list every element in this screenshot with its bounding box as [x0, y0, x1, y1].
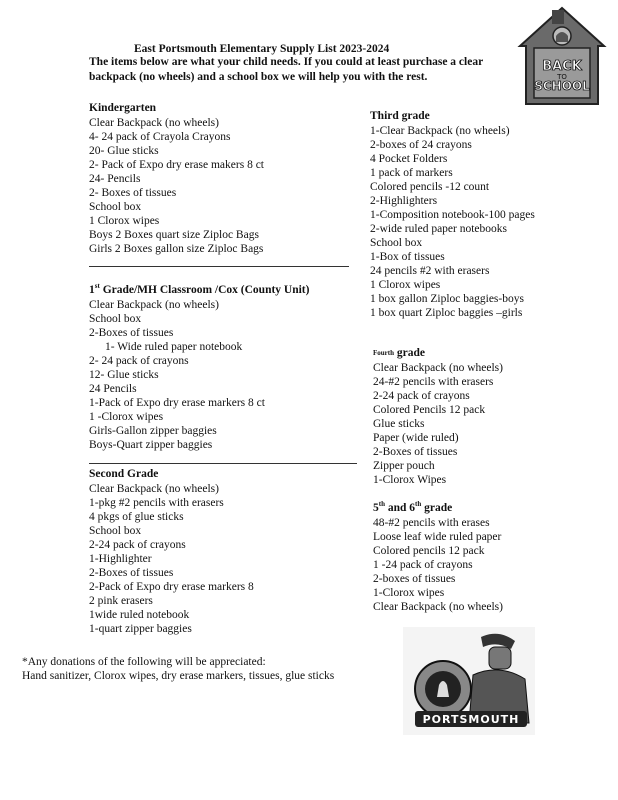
list-item: 1 Clorox wipes	[89, 215, 160, 227]
donations-line-1: *Any donations of the following will be appreciated:	[22, 656, 266, 668]
intro-line-1: The items below are what your child needs. If you could at least purchase a clear	[89, 56, 484, 68]
svg-text:TO: TO	[557, 73, 567, 81]
list-item: Clear Backpack (no wheels)	[373, 362, 503, 374]
fifth-sixth-grade-section	[373, 501, 503, 614]
portsmouth-mascot-logo	[403, 627, 535, 735]
list-item: Colored pencils -12 count	[370, 181, 490, 193]
list-item: Zipper pouch	[373, 460, 435, 472]
list-item: Colored Pencils 12 pack	[373, 404, 486, 416]
divider	[89, 266, 349, 267]
list-item: 20- Glue sticks	[89, 145, 159, 157]
list-item: 1-Pack of Expo dry erase markers 8 ct	[89, 397, 265, 409]
list-item: 1 -24 pack of crayons	[373, 559, 473, 571]
list-item: 2-Highlighters	[370, 195, 438, 207]
list-item: 2-Boxes of tissues	[89, 327, 174, 339]
list-item: 1wide ruled notebook	[89, 609, 190, 621]
list-item: 2-24 pack of crayons	[89, 539, 186, 551]
list-item: 2-Boxes of tissues	[89, 567, 174, 579]
list-item: 2-boxes of 24 crayons	[370, 139, 472, 151]
list-item: 1 Clorox wipes	[370, 279, 441, 291]
list-item: Clear Backpack (no wheels)	[89, 117, 219, 129]
list-item: 12- Glue sticks	[89, 369, 159, 381]
kindergarten-section	[89, 101, 264, 256]
list-item: 2- Boxes of tissues	[89, 187, 177, 199]
list-item: School box	[89, 201, 142, 213]
list-item: 1-Composition notebook-100 pages	[370, 209, 535, 221]
list-item: 4 Pocket Folders	[370, 153, 448, 165]
list-item: Boys 2 Boxes quart size Ziploc Bags	[89, 229, 259, 241]
list-item: Colored pencils 12 pack	[373, 545, 485, 557]
list-item: 1- Wide ruled paper notebook	[105, 341, 243, 353]
list-item: Clear Backpack (no wheels)	[373, 601, 503, 613]
list-item: School box	[370, 237, 423, 249]
list-item: 1 pack of markers	[370, 167, 453, 179]
third-grade-section	[370, 109, 535, 320]
list-item: Girls 2 Boxes gallon size Ziploc Bags	[89, 243, 264, 255]
list-item: 48-#2 pencils with erases	[373, 517, 490, 529]
list-item: 2-Pack of Expo dry erase markers 8	[89, 581, 254, 593]
list-item: 1-Clear Backpack (no wheels)	[370, 125, 510, 137]
svg-text:BACK: BACK	[542, 59, 582, 74]
list-item: Boys-Quart zipper baggies	[89, 439, 213, 451]
list-item: Clear Backpack (no wheels)	[89, 299, 219, 311]
list-item: 2-Boxes of tissues	[373, 446, 458, 458]
fourth-grade-section	[373, 346, 503, 487]
list-item: 1-quart zipper baggies	[89, 623, 192, 635]
first-grade-title: 1st Grade/MH Classroom /Cox (County Unit)	[89, 282, 310, 296]
list-item: 1 -Clorox wipes	[89, 411, 164, 423]
list-item: 2-24 pack of crayons	[373, 390, 470, 402]
list-item: 24 Pencils	[89, 383, 137, 395]
list-item: 24 pencils #2 with erasers	[370, 265, 490, 277]
fourth-grade-title: $^{Fourth}$ grade	[373, 347, 425, 359]
page-title: East Portsmouth Elementary Supply List 2023-2024	[134, 43, 390, 55]
second-grade-section	[89, 467, 254, 636]
list-item: 1 box quart Ziploc baggies –girls	[370, 307, 523, 319]
fifth-sixth-grade-title: 5th and 6th grade	[373, 500, 453, 514]
list-item: Glue sticks	[373, 418, 425, 430]
divider	[89, 463, 357, 464]
list-item: Girls-Gallon zipper baggies	[89, 425, 217, 437]
list-item: 1 box gallon Ziploc baggies-boys	[370, 293, 524, 305]
list-item: School box	[89, 313, 142, 325]
list-item: 1-pkg #2 pencils with erasers	[89, 497, 224, 509]
third-grade-title: Third grade	[370, 110, 430, 122]
list-item: Paper (wide ruled)	[373, 432, 459, 444]
list-item: 2- Pack of Expo dry erase makers 8 ct	[89, 159, 264, 171]
list-item: 24-#2 pencils with erasers	[373, 376, 494, 388]
second-grade-title: Second Grade	[89, 468, 159, 480]
list-item: 1-Clorox Wipes	[373, 474, 447, 486]
svg-text:SCHOOL: SCHOOL	[534, 79, 590, 93]
kindergarten-title: Kindergarten	[89, 102, 157, 114]
list-item: 4- 24 pack of Crayola Crayons	[89, 131, 231, 143]
list-item: 1-Box of tissues	[370, 251, 445, 263]
back-to-school-logo	[516, 6, 608, 106]
list-item: 2-wide ruled paper notebooks	[370, 223, 508, 235]
list-item: Clear Backpack (no wheels)	[89, 483, 219, 495]
list-item: 24- Pencils	[89, 173, 141, 185]
list-item: Loose leaf wide ruled paper	[373, 531, 502, 543]
list-item: 2-boxes of tissues	[373, 573, 456, 585]
list-item: 1-Highlighter	[89, 553, 152, 565]
list-item: School box	[89, 525, 142, 537]
donations-line-2: Hand sanitizer, Clorox wipes, dry erase markers, tissues, glue sticks	[22, 670, 335, 682]
first-grade-section	[89, 283, 309, 452]
list-item: 2 pink erasers	[89, 595, 153, 607]
list-item: 4 pkgs of glue sticks	[89, 511, 184, 523]
svg-text:PORTSMOUTH: PORTSMOUTH	[422, 713, 520, 726]
intro-line-2: backpack (no wheels) and a school box we will help you with the rest.	[89, 71, 428, 83]
list-item: 1-Clorox wipes	[373, 587, 445, 599]
list-item: 2- 24 pack of crayons	[89, 355, 189, 367]
